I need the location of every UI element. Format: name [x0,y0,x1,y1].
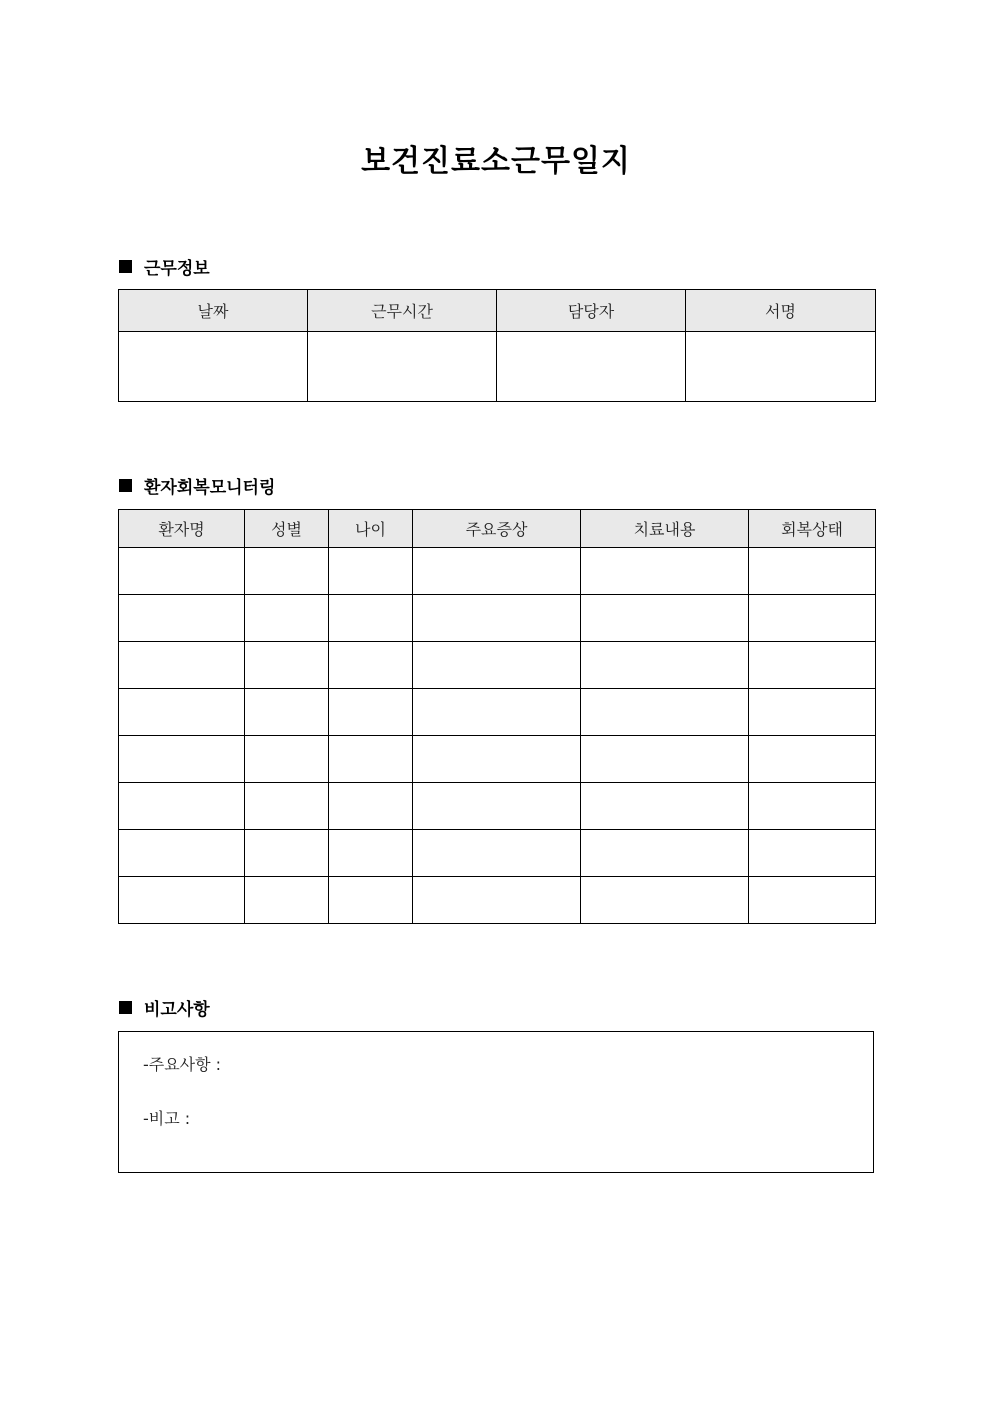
main-symptoms-cell[interactable] [413,783,581,830]
patient-name-cell[interactable] [119,783,245,830]
recovery-status-cell[interactable] [749,548,876,595]
table-row [119,548,876,595]
main-symptoms-cell[interactable] [413,595,581,642]
age-cell[interactable] [329,736,413,783]
treatment-cell[interactable] [581,783,749,830]
patient-name-cell[interactable] [119,736,245,783]
patient-name-cell[interactable] [119,689,245,736]
table-row [119,736,876,783]
square-bullet-icon [119,1001,132,1014]
sex-cell[interactable] [245,736,329,783]
column-header-main-symptoms: 주요증상 [413,510,581,548]
main-symptoms-cell[interactable] [413,689,581,736]
main-symptoms-cell[interactable] [413,830,581,877]
table-row [119,830,876,877]
patient-name-cell[interactable] [119,642,245,689]
age-cell[interactable] [329,548,413,595]
section-heading-patient-monitoring [119,473,275,498]
sex-cell[interactable] [245,783,329,830]
document-title: 보건진료소근무일지 [361,144,631,179]
recovery-status-cell[interactable] [749,689,876,736]
main-symptoms-cell[interactable] [413,642,581,689]
age-cell[interactable] [329,595,413,642]
section-heading-label: 근무정보 [144,259,210,279]
column-header-age: 나이 [329,510,413,548]
recovery-status-cell[interactable] [749,642,876,689]
recovery-status-cell[interactable] [749,830,876,877]
patient-monitoring-table [118,509,876,924]
sex-cell[interactable] [245,548,329,595]
column-header-treatment: 치료내용 [581,510,749,548]
table-row [119,642,876,689]
patient-name-cell[interactable] [119,548,245,595]
section-heading-label: 환자회복모니터링 [144,478,276,498]
column-header-work-hours: 근무시간 [308,290,497,332]
remarks-box[interactable] [118,1031,874,1173]
table-row [119,332,876,402]
table-row [119,595,876,642]
column-header-recovery-status: 회복상태 [749,510,876,548]
age-cell[interactable] [329,830,413,877]
column-header-patient-name: 환자명 [119,510,245,548]
recovery-status-cell[interactable] [749,595,876,642]
age-cell[interactable] [329,642,413,689]
sex-cell[interactable] [245,830,329,877]
treatment-cell[interactable] [581,689,749,736]
table-header-row [119,510,876,548]
age-cell[interactable] [329,783,413,830]
recovery-status-cell[interactable] [749,877,876,924]
recovery-status-cell[interactable] [749,783,876,830]
column-header-date: 날짜 [119,290,308,332]
date-cell[interactable] [119,332,308,402]
age-cell[interactable] [329,877,413,924]
column-header-signature: 서명 [686,290,876,332]
main-symptoms-cell[interactable] [413,736,581,783]
table-row [119,877,876,924]
work-hours-cell[interactable] [308,332,497,402]
sex-cell[interactable] [245,642,329,689]
table-header-row [119,290,876,332]
remarks-main-items-label: -주요사항 : [143,1055,222,1074]
sex-cell[interactable] [245,689,329,736]
treatment-cell[interactable] [581,877,749,924]
section-heading-remarks [119,995,210,1020]
patient-name-cell[interactable] [119,830,245,877]
patient-name-cell[interactable] [119,595,245,642]
column-header-person-in-charge: 담당자 [497,290,686,332]
person-in-charge-cell[interactable] [497,332,686,402]
table-row [119,783,876,830]
recovery-status-cell[interactable] [749,736,876,783]
main-symptoms-cell[interactable] [413,877,581,924]
treatment-cell[interactable] [581,595,749,642]
remarks-note-label: -비고 : [143,1109,191,1128]
sex-cell[interactable] [245,877,329,924]
table-row [119,689,876,736]
section-heading-work-info [119,254,210,279]
sex-cell[interactable] [245,595,329,642]
treatment-cell[interactable] [581,830,749,877]
treatment-cell[interactable] [581,736,749,783]
treatment-cell[interactable] [581,642,749,689]
square-bullet-icon [119,260,132,273]
patient-name-cell[interactable] [119,877,245,924]
work-info-table [118,289,876,402]
signature-cell[interactable] [686,332,876,402]
column-header-sex: 성별 [245,510,329,548]
section-heading-label: 비고사항 [144,1000,210,1020]
square-bullet-icon [119,479,132,492]
treatment-cell[interactable] [581,548,749,595]
main-symptoms-cell[interactable] [413,548,581,595]
age-cell[interactable] [329,689,413,736]
